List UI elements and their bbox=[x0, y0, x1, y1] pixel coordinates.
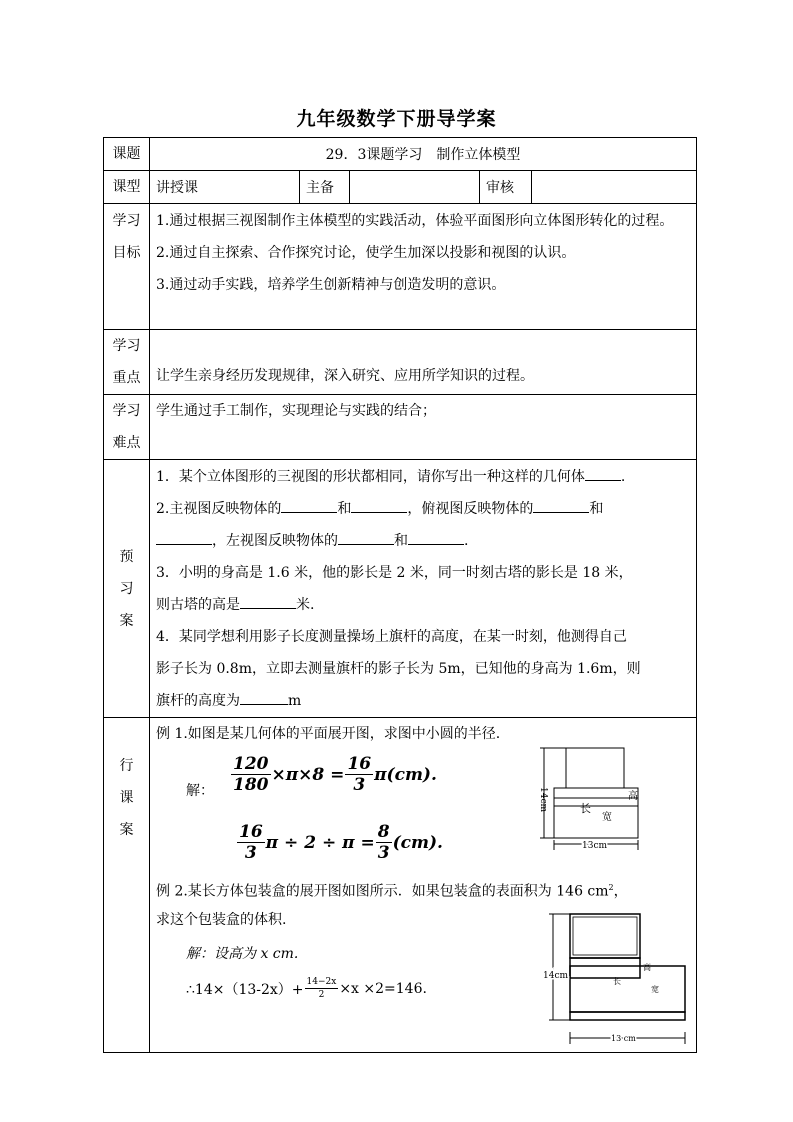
objective-item: 3.通过动手实践，培养学生创新精神与创造发明的意识。 bbox=[156, 277, 506, 293]
preview-label-line: 习 bbox=[119, 580, 134, 597]
example-1-solution-label: 解： bbox=[186, 783, 214, 799]
key-points-content bbox=[150, 330, 697, 395]
difficulties-label-line: 学习 bbox=[112, 403, 141, 419]
difficulties-text: 学生通过手工制作，实现理论与实践的结合； bbox=[156, 403, 436, 419]
equation-text: π(cm). bbox=[374, 764, 437, 785]
example-1-equation-2 bbox=[236, 822, 443, 863]
difficulties-row bbox=[104, 395, 697, 460]
numerator: 16 bbox=[239, 822, 263, 842]
preview-question-1 bbox=[156, 461, 690, 493]
answer-blank[interactable] bbox=[585, 466, 621, 481]
example-1-text: 例 1.如图是某几何体的平面展开图，求图中小圆的半径. bbox=[156, 726, 501, 742]
net-top-face bbox=[566, 748, 624, 788]
numerator: 14−2x bbox=[306, 977, 337, 987]
lesson-label-line: 案 bbox=[119, 822, 134, 838]
q2-text: . bbox=[464, 533, 469, 549]
net-bottom-strip bbox=[570, 1012, 685, 1020]
review-value bbox=[532, 171, 697, 204]
lesson-label-line: 课 bbox=[119, 790, 134, 806]
equation-text: (cm). bbox=[392, 832, 443, 853]
answer-blank[interactable] bbox=[156, 530, 212, 545]
figure-label-wide: 宽 bbox=[651, 985, 659, 994]
objective-item: 2.通过自主探索、合作探究讨论，使学生加深以投影和视图的认识。 bbox=[156, 245, 576, 261]
topic-value: 29．3课题学习 制作立体模型 bbox=[150, 138, 697, 171]
fraction bbox=[237, 822, 265, 863]
objectives-row bbox=[104, 204, 697, 330]
q2-text: 和 bbox=[394, 533, 408, 549]
fraction bbox=[305, 976, 339, 1001]
preview-label-line: 案 bbox=[119, 612, 134, 629]
denominator: 180 bbox=[233, 775, 269, 795]
difficulties-content bbox=[150, 395, 697, 460]
example-2-text-cont: 求这个包装盒的体积. bbox=[156, 912, 287, 928]
denominator: 2 bbox=[318, 990, 325, 1000]
fraction bbox=[345, 754, 373, 795]
answer-blank[interactable] bbox=[533, 498, 589, 513]
objectives-label-line: 目标 bbox=[112, 245, 141, 261]
superscript: 2 bbox=[608, 883, 614, 892]
figure-label-high: 高 bbox=[628, 791, 638, 802]
difficulties-label bbox=[104, 395, 150, 460]
example-2-text-part: ， bbox=[613, 883, 628, 900]
q3-text: 则古塔的高是 bbox=[156, 597, 240, 613]
answer-blank[interactable] bbox=[281, 498, 337, 513]
denominator: 3 bbox=[244, 843, 257, 863]
preview-content bbox=[150, 460, 697, 718]
net-bottom-face bbox=[570, 966, 685, 1012]
key-points-text: 让学生亲身经历发现规律，深入研究、应用所学知识的过程。 bbox=[156, 368, 534, 384]
key-points-label-line: 学习 bbox=[112, 338, 141, 354]
lesson-row bbox=[104, 718, 697, 1053]
objectives-label-line: 学习 bbox=[112, 213, 141, 229]
denominator: 3 bbox=[377, 843, 390, 863]
example-1-equation-1 bbox=[230, 754, 437, 795]
lesson-plan-table bbox=[103, 137, 697, 1053]
equation-text: ×π×8 = bbox=[271, 764, 345, 785]
preview-question-3-cont bbox=[156, 589, 690, 621]
lesson-content bbox=[150, 718, 697, 1053]
answer-blank[interactable] bbox=[408, 530, 464, 545]
figure-label-long: 长 bbox=[613, 977, 621, 986]
answer-blank[interactable] bbox=[240, 594, 296, 609]
answer-blank[interactable] bbox=[240, 690, 288, 705]
lesson-canvas bbox=[150, 718, 696, 1051]
prep-value bbox=[350, 171, 480, 204]
denominator: 3 bbox=[353, 775, 366, 795]
review-label: 审核 bbox=[480, 171, 532, 204]
equation-text: ×x ×2=146. bbox=[339, 980, 427, 997]
q2-text: ，俯视图反映物体的 bbox=[407, 501, 534, 517]
fraction bbox=[376, 822, 392, 863]
equation-text: ∴14×（13-2x）+ bbox=[186, 981, 304, 998]
figure-dim-label: 14cm bbox=[538, 787, 548, 813]
example-2-text-part: 例 2.某长方体包装盒的展开图如图所示．如果包装盒的表面积为 146 cm bbox=[156, 883, 609, 900]
prep-label: 主备 bbox=[300, 171, 350, 204]
type-row bbox=[104, 171, 697, 204]
q4-text: m bbox=[288, 693, 302, 709]
numerator: 120 bbox=[233, 754, 269, 774]
q1-text: 1．某个立体图形的三视图的形状都相同，请你写出一种这样的几何体 bbox=[156, 469, 585, 485]
preview-question-2-cont bbox=[156, 525, 690, 557]
figure-dim-label: 13 cm bbox=[611, 1034, 636, 1043]
example-1-net-figure bbox=[536, 744, 652, 859]
equation-text: π ÷ 2 ÷ π = bbox=[265, 832, 375, 853]
q3-text: 米. bbox=[296, 597, 315, 613]
preview-question-4: 4．某同学想利用影子长度测量操场上旗杆的高度，在某一时刻，他测得自己 bbox=[156, 629, 627, 645]
net-top-face bbox=[570, 914, 640, 958]
page-title: 九年级数学下册导学案 bbox=[296, 108, 497, 130]
answer-blank[interactable] bbox=[338, 530, 394, 545]
q2-text: 2.主视图反映物体的 bbox=[156, 501, 282, 517]
net-side-strip bbox=[570, 958, 640, 978]
net-bottom-face bbox=[554, 798, 638, 838]
example-2-net-figure bbox=[543, 904, 693, 1049]
objectives-label bbox=[104, 204, 150, 330]
preview-label-line: 预 bbox=[119, 548, 134, 565]
q2-text: 和 bbox=[589, 501, 604, 517]
answer-blank[interactable] bbox=[351, 498, 407, 513]
objective-item: 1.通过根据三视图制作主体模型的实践活动，体验平面图形向立体图形转化的过程。 bbox=[156, 213, 674, 229]
example-2-text bbox=[156, 872, 628, 908]
type-label: 课型 bbox=[104, 171, 150, 204]
net-middle-strip bbox=[554, 788, 638, 806]
preview-label bbox=[104, 460, 150, 718]
example-2-equation bbox=[186, 976, 427, 1001]
numerator: 16 bbox=[347, 754, 372, 774]
topic-row bbox=[104, 138, 697, 171]
q1-end: . bbox=[620, 469, 626, 485]
preview-question-2 bbox=[156, 493, 690, 525]
topic-label: 课题 bbox=[104, 138, 150, 171]
lesson-label-line: 行 bbox=[119, 758, 134, 774]
numerator: 8 bbox=[377, 822, 390, 842]
q2-text: 和 bbox=[337, 501, 352, 517]
figure-label-long: 长 bbox=[580, 802, 591, 815]
figure-dim-label: 13cm bbox=[582, 841, 608, 851]
preview-question-4-cont: 影子长为 0.8m，立即去测量旗杆的影子长为 5m，已知他的身高为 1.6m，则 bbox=[156, 661, 641, 677]
fraction bbox=[231, 754, 271, 795]
key-points-row bbox=[104, 330, 697, 395]
difficulties-label-line: 难点 bbox=[112, 435, 141, 451]
figure-dim-label: 14cm bbox=[543, 971, 569, 981]
preview-question-3: 3．小明的身高是 1.6 米，他的影长是 2 米，同一时刻古塔的影长是 18 米， bbox=[156, 565, 633, 581]
key-points-label-line: 重点 bbox=[112, 370, 141, 386]
objectives-content bbox=[150, 204, 697, 330]
key-points-label bbox=[104, 330, 150, 395]
type-value: 讲授课 bbox=[150, 171, 300, 204]
figure-label-wide: 宽 bbox=[602, 812, 612, 823]
figure-label-high: 高 bbox=[643, 963, 651, 972]
preview-question-4-end bbox=[156, 685, 690, 717]
net-top-inner bbox=[573, 917, 637, 955]
q4-text: 旗杆的高度为 bbox=[156, 693, 240, 709]
q2-text: ，左视图反映物体的 bbox=[212, 533, 338, 549]
example-2-solution: 解：设高为 x cm. bbox=[186, 946, 299, 962]
lesson-label bbox=[104, 718, 150, 1053]
preview-row bbox=[104, 460, 697, 718]
